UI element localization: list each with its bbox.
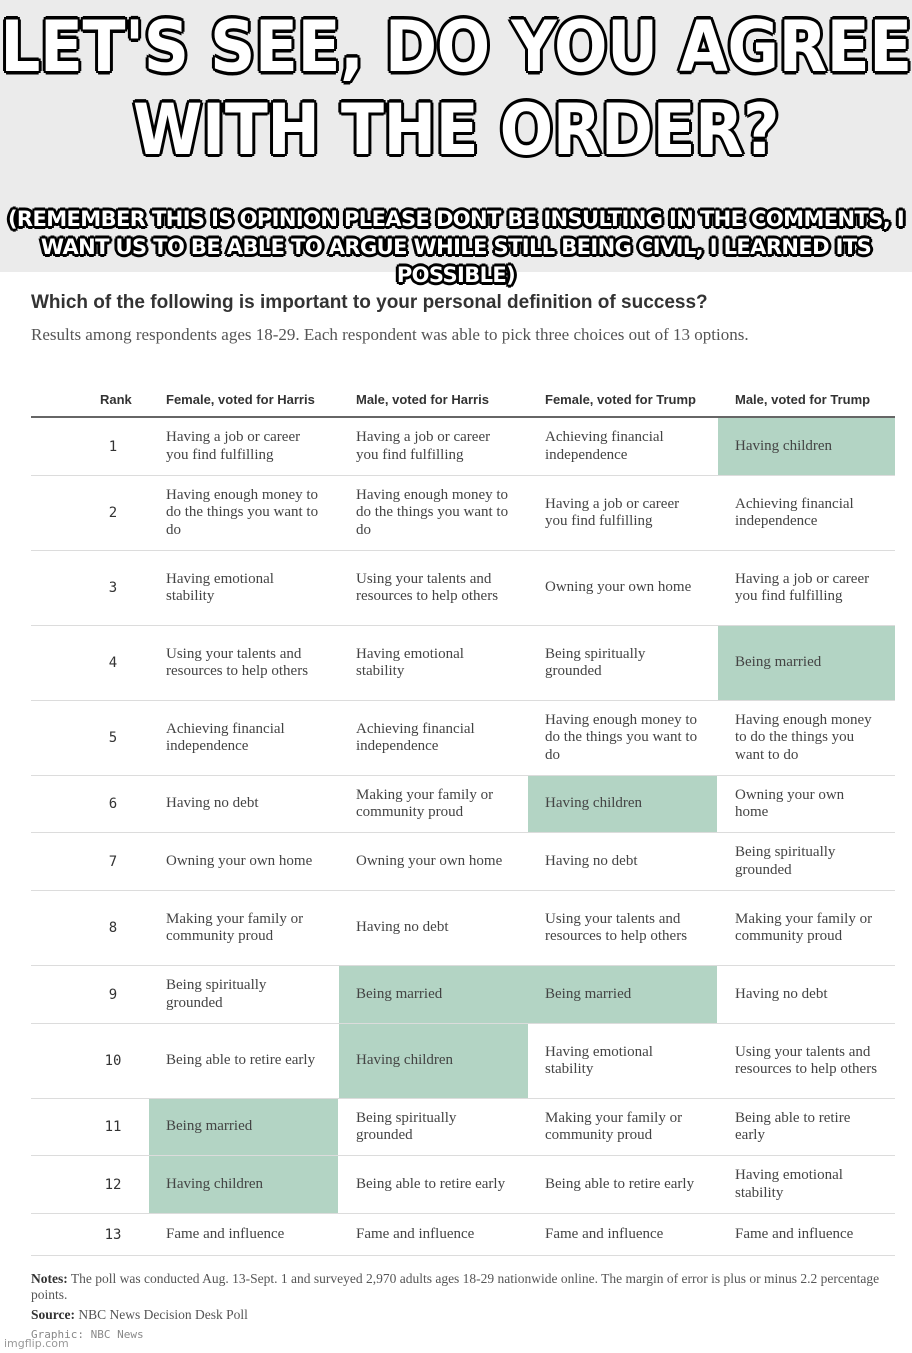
table-cell: Owning your own home	[545, 579, 692, 596]
meme-bottom-text: (REMEMBER THIS IS OPINION PLEASE DONT BE INSULTING IN THE COMMENTS, I WANT US TO BE ABLE TO ARGUE WHILE STILL BEING CIVIL, I LEARNED ITS POSSIBLE)	[7, 207, 905, 287]
table-cell: Being spiritually grounded	[545, 645, 646, 679]
table-cell: Owning your own home	[735, 786, 845, 820]
table-cell: Having enough money to do the things you want to do	[356, 486, 509, 538]
ranking-table	[31, 387, 895, 1256]
table-cell: Being able to retire early	[735, 1109, 851, 1143]
table-cell: Fame and influence	[545, 1225, 664, 1242]
table-row	[31, 1156, 895, 1214]
table-row	[31, 551, 895, 626]
header-rank: Rank	[100, 392, 132, 407]
rank-number: 3	[108, 580, 118, 596]
highlighted-cell: Being married	[339, 966, 528, 1023]
table-cell: Achieving financial independence	[545, 429, 664, 463]
rank-number: 4	[108, 655, 118, 671]
table-cell: Using your talents and resources to help others	[356, 570, 499, 604]
table-cell: Achieving financial independence	[166, 720, 285, 754]
table-cell: Making your family or community proud	[545, 1109, 683, 1143]
table-cell: Using your talents and resources to help others	[735, 1043, 878, 1077]
rank-number: 11	[104, 1119, 122, 1135]
highlighted-cell: Having children	[149, 1156, 338, 1213]
notes-label: Notes:	[31, 1271, 68, 1286]
table-cell: Having no debt	[356, 919, 449, 936]
source	[31, 1307, 248, 1323]
table-cell: Having no debt	[166, 795, 259, 812]
table-cell: Having no debt	[545, 852, 638, 869]
table-cell: Fame and influence	[166, 1225, 285, 1242]
table-cell: Owning your own home	[166, 852, 313, 869]
table-row	[31, 701, 895, 776]
table-cell: Being able to retire early	[545, 1175, 695, 1192]
highlighted-cell: Having children	[718, 418, 895, 475]
source-label: Source:	[31, 1307, 75, 1322]
table-cell: Making your family or community proud	[166, 910, 304, 944]
highlighted-cell: Being married	[528, 966, 717, 1023]
table-row	[31, 776, 895, 833]
notes	[31, 1271, 891, 1303]
table-cell: Using your talents and resources to help others	[545, 910, 688, 944]
rank-number: 9	[108, 986, 118, 1003]
rank-number: 8	[108, 920, 118, 936]
notes-text: The poll was conducted Aug. 13-Sept. 1 and surveyed 2,970 adults ages 18-29 nationwide online. The margin of error is plus or minus 2.2 percentage points.	[31, 1271, 880, 1302]
rank-number: 1	[108, 438, 118, 455]
header-male-harris: Male, voted for Harris	[356, 392, 489, 407]
table-row	[31, 1024, 895, 1099]
header-male-trump: Male, voted for Trump	[735, 392, 871, 407]
table-cell: Fame and influence	[356, 1225, 475, 1242]
table-row	[31, 1099, 895, 1156]
rank-number: 2	[108, 505, 118, 521]
table-cell: Having emotional stability	[545, 1043, 653, 1077]
chart-title: Which of the following is important to your personal definition of success?	[31, 292, 708, 313]
table-row	[31, 418, 895, 476]
table-cell: Being able to retire early	[166, 1052, 316, 1069]
table-cell: Having a job or career you find fulfilling	[545, 495, 680, 529]
table-cell: Making your family or community proud	[356, 786, 494, 820]
table-cell: Being spiritually grounded	[735, 844, 836, 878]
table-cell: Making your family or community proud	[735, 910, 873, 944]
table-cell: Owning your own home	[356, 852, 503, 869]
table-cell: Having enough money to do the things you want to do	[545, 711, 698, 763]
table-header	[31, 387, 895, 418]
table-row	[31, 833, 895, 891]
table-row	[31, 626, 895, 701]
graphic-credit: Graphic: NBC News	[31, 1328, 144, 1341]
rank-number: 5	[108, 730, 118, 746]
table-cell: Achieving financial independence	[356, 720, 475, 754]
table-cell: Using your talents and resources to help others	[166, 645, 309, 679]
highlighted-cell: Having children	[528, 776, 717, 832]
table-cell: Having enough money to do the things you want to do	[735, 711, 872, 763]
table-cell: Having emotional stability	[166, 570, 274, 604]
table-cell: Being spiritually grounded	[166, 977, 267, 1011]
header-female-harris: Female, voted for Harris	[166, 392, 315, 407]
rank-number: 13	[104, 1226, 122, 1243]
meme-top-text: LET'S SEE, DO YOU AGREE WITH THE ORDER?	[0, 6, 912, 171]
table-row	[31, 966, 895, 1024]
table-cell: Achieving financial independence	[735, 495, 854, 529]
table-row	[31, 891, 895, 966]
source-text: NBC News Decision Desk Poll	[78, 1307, 248, 1322]
rank-number: 10	[104, 1053, 122, 1069]
header-female-trump: Female, voted for Trump	[545, 392, 696, 407]
table-cell: Having a job or career you find fulfilling	[356, 429, 491, 463]
table-cell: Being spiritually grounded	[356, 1109, 457, 1143]
table-cell: Having emotional stability	[735, 1167, 843, 1201]
rank-number: 6	[108, 796, 118, 812]
table-cell: Having enough money to do the things you want to do	[166, 486, 319, 538]
highlighted-cell: Being married	[718, 626, 895, 700]
chart-subtitle: Results among respondents ages 18-29. Each respondent was able to pick three choices out of 13 options.	[31, 325, 749, 344]
table-cell: Being able to retire early	[356, 1175, 506, 1192]
rank-number: 7	[108, 853, 118, 870]
table-cell: Having a job or career you find fulfilling	[735, 570, 870, 604]
highlighted-cell: Being married	[149, 1099, 338, 1155]
meme-banner	[0, 0, 912, 287]
table-row	[31, 476, 895, 551]
highlighted-cell: Having children	[339, 1024, 528, 1098]
table-cell: Having emotional stability	[356, 645, 464, 679]
table-cell: Fame and influence	[735, 1225, 854, 1242]
table-cell: Having a job or career you find fulfilling	[166, 429, 301, 463]
imgflip-watermark: imgflip.com	[4, 1337, 69, 1350]
table-row	[31, 1214, 895, 1256]
table-cell: Having no debt	[735, 985, 828, 1002]
rank-number: 12	[104, 1176, 122, 1193]
